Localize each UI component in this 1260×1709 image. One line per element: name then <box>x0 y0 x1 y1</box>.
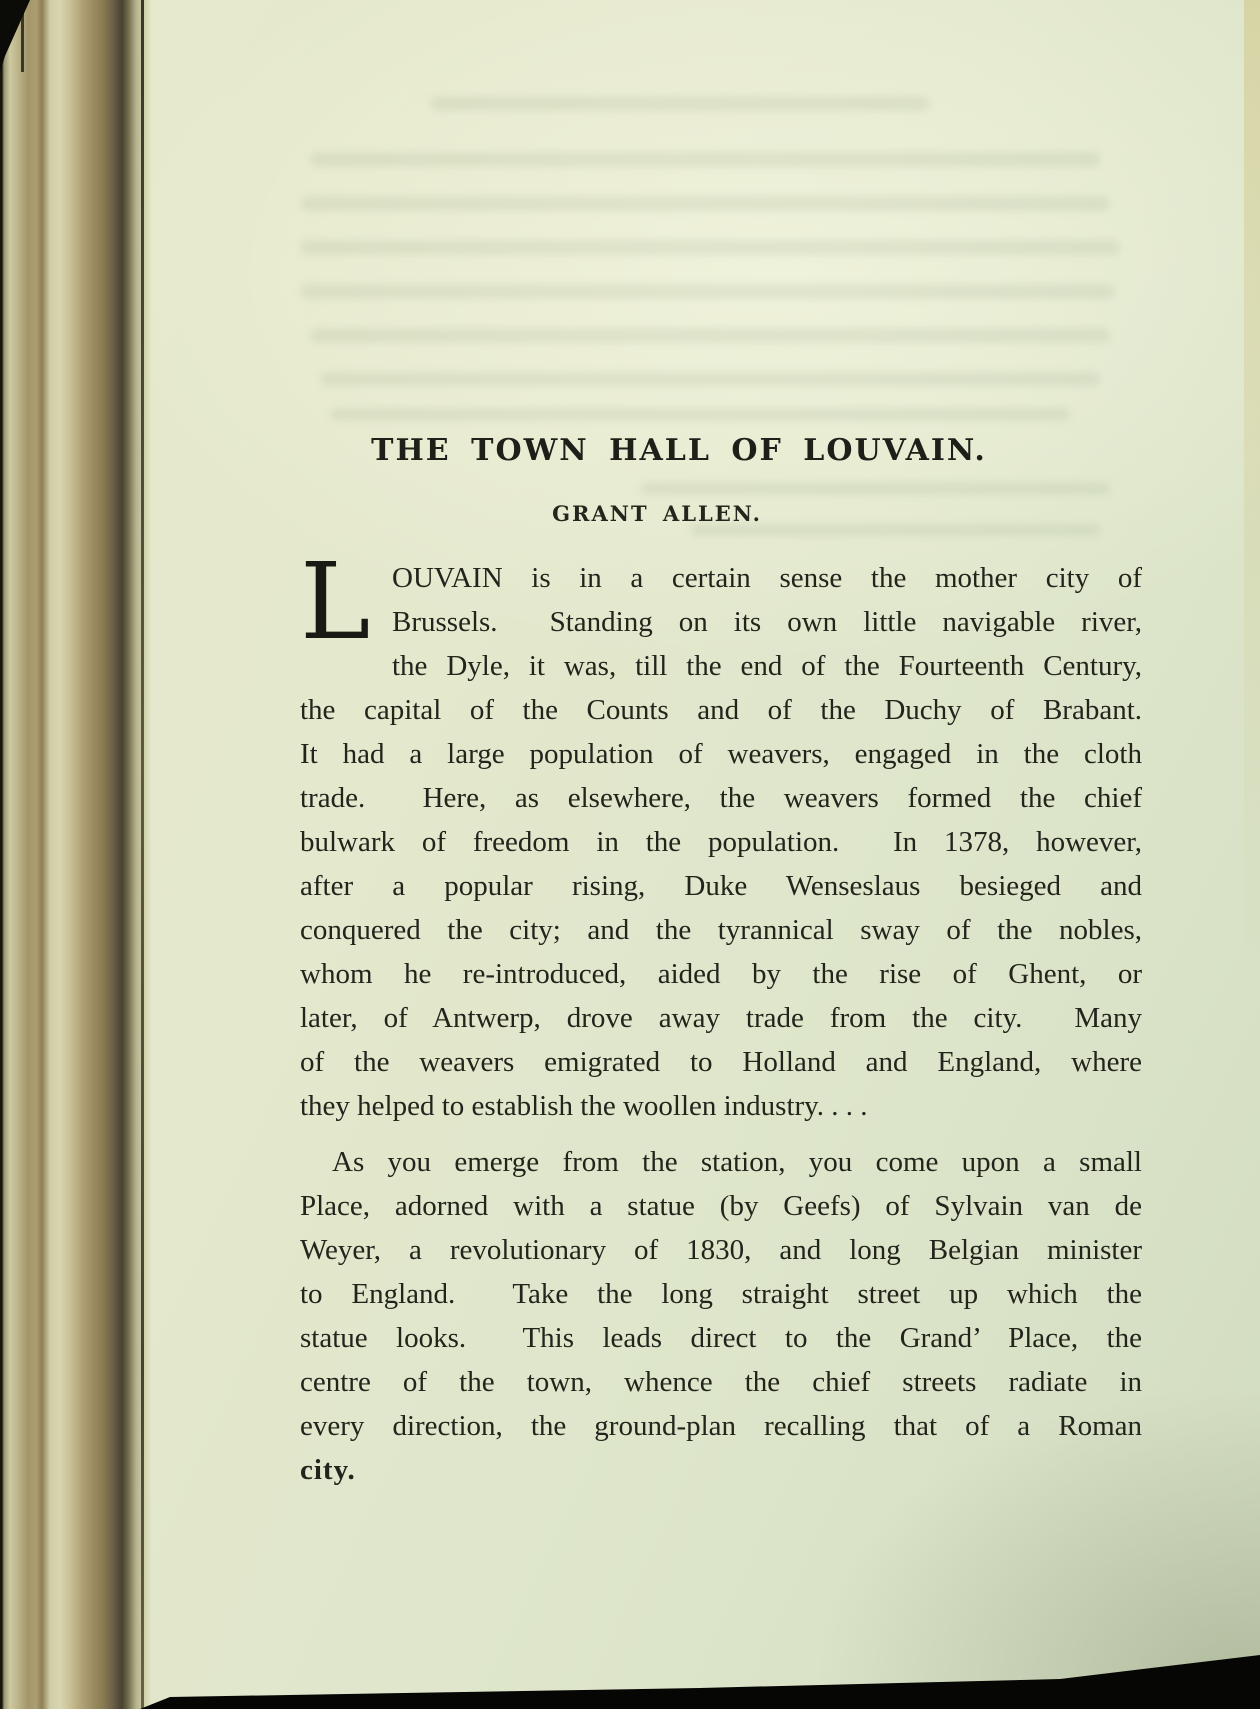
body-line: OUVAIN is in a certain sense the mother city of <box>392 562 1142 594</box>
dropcap-letter: L <box>300 540 371 663</box>
body-line: they helped to establish the woollen industry. . . . <box>300 1090 868 1122</box>
body-line: later, of Antwerp, drove away trade from the city. Many <box>300 1002 1142 1034</box>
body-line: the Dyle, it was, till the end of the Fourteenth Century, <box>392 650 1142 682</box>
body-line: bulwark of freedom in the population. In 1378, however, <box>300 826 1142 858</box>
paragraph-1 <box>300 540 1142 1128</box>
body-line: Place, adorned with a statue (by Geefs) of Sylvain van de <box>300 1190 1142 1222</box>
body-line: statue looks. This leads direct to the Grand’ Place, the <box>300 1322 1142 1354</box>
body-line: city. <box>300 1454 356 1486</box>
body-line: every direction, the ground-plan recalling that of a Roman <box>300 1410 1142 1442</box>
body-line: the capital of the Counts and of the Duchy of Brabant. <box>300 694 1142 726</box>
body-line: centre of the town, whence the chief streets radiate in <box>300 1366 1142 1398</box>
dropcap-block <box>300 540 1142 663</box>
page-crease-line <box>141 0 144 1709</box>
body-line: conquered the city; and the tyrannical sway of the nobles, <box>300 914 1142 946</box>
body-line: It had a large population of weavers, engaged in the cloth <box>300 738 1142 770</box>
right-edge-tint <box>1244 0 1260 991</box>
body-line: whom he re-introduced, aided by the rise of Ghent, or <box>300 958 1142 990</box>
article-title: THE TOWN HALL OF LOUVAIN. <box>371 433 987 468</box>
stacked-page-edges <box>0 0 152 1709</box>
article-author: GRANT ALLEN. <box>552 501 762 526</box>
body-line: after a popular rising, Duke Wenseslaus besieged and <box>300 870 1142 902</box>
body-line: trade. Here, as elsewhere, the weavers formed the chief <box>300 782 1142 814</box>
body-line: Brussels. Standing on its own little navigable river, <box>392 606 1142 638</box>
body-line: Weyer, a revolutionary of 1830, and long Belgian minister <box>300 1234 1142 1266</box>
text-column <box>300 0 1142 1709</box>
body-line: As you emerge from the station, you come upon a small <box>332 1146 1142 1178</box>
paragraph-2 <box>300 1140 1142 1492</box>
body-line: of the weavers emigrated to Holland and England, where <box>300 1046 1142 1078</box>
body-line: to England. Take the long straight street up which the <box>300 1278 1142 1310</box>
